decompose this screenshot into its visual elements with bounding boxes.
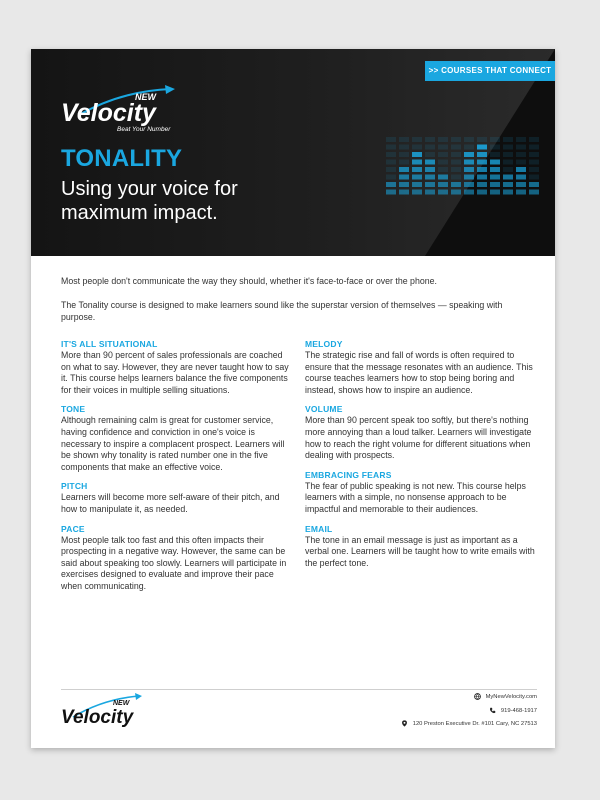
equalizer-segment — [412, 145, 422, 150]
equalizer-segment — [438, 152, 448, 157]
equalizer-segment — [386, 190, 396, 195]
equalizer-segment — [477, 167, 487, 172]
page-title: TONALITY — [61, 145, 183, 172]
equalizer-segment — [477, 182, 487, 187]
equalizer-segment — [464, 190, 474, 195]
section-heading: TONE — [61, 404, 86, 415]
equalizer-segment — [386, 152, 396, 157]
equalizer-segment — [438, 167, 448, 172]
section-heading: PITCH — [61, 481, 88, 492]
page-subtitle: Using your voice for maximum impact. — [61, 178, 238, 224]
contact-website[interactable] — [474, 693, 537, 700]
equalizer-segment — [516, 137, 526, 142]
equalizer-segment — [503, 137, 513, 142]
equalizer-segment — [399, 137, 409, 142]
equalizer-segment — [464, 145, 474, 150]
equalizer-segment — [516, 167, 526, 172]
equalizer-segment — [399, 160, 409, 165]
equalizer-segment — [516, 152, 526, 157]
website-text: MyNewVelocity.com — [485, 693, 537, 700]
equalizer-segment — [399, 145, 409, 150]
intro-paragraph-2: The Tonality course is designed to make learners sound like the superstar version of themselves — speaking with purpose. — [61, 300, 503, 322]
equalizer-segment — [477, 160, 487, 165]
equalizer-segment — [412, 182, 422, 187]
equalizer-segment — [503, 167, 513, 172]
logo-brand: Velocity — [61, 99, 156, 127]
equalizer-segment — [529, 175, 539, 180]
equalizer-segment — [412, 152, 422, 157]
section-heading: PACE — [61, 523, 85, 534]
section-heading: EMAIL — [305, 523, 333, 534]
equalizer-segment — [516, 145, 526, 150]
section-body: More than 90 percent of sales professionals are coached on what to say. However, they are never taught how to say it. This course helps learners balance the five components for their voices in multiple selling situations. — [61, 350, 289, 395]
equalizer-segment — [399, 190, 409, 195]
equalizer-segment — [490, 167, 500, 172]
section-body: Most people talk too fast and this often impacts their prospecting in a negative way. However, the same can be said about speaking too slowly. Learners will participate in exercises designed to evaluate and improve their pace when communicating. — [61, 534, 287, 591]
equalizer-segment — [529, 145, 539, 150]
equalizer-segment — [425, 152, 435, 157]
brand-logo — [61, 85, 176, 133]
equalizer-segment — [490, 160, 500, 165]
hero-banner — [31, 49, 555, 256]
equalizer-segment — [399, 182, 409, 187]
logo-arrow-icon — [165, 85, 175, 94]
equalizer-segment — [503, 152, 513, 157]
address-text: 120 Preston Executive Dr. #101 Cary, NC 27513 — [412, 720, 537, 727]
equalizer-segment — [386, 182, 396, 187]
equalizer-segment — [516, 160, 526, 165]
equalizer-segment — [425, 182, 435, 187]
equalizer-segment — [477, 152, 487, 157]
equalizer-segment — [386, 160, 396, 165]
equalizer-segment — [425, 145, 435, 150]
equalizer-segment — [386, 145, 396, 150]
equalizer-segment — [503, 145, 513, 150]
equalizer-segment — [425, 167, 435, 172]
location-pin-icon — [401, 720, 408, 727]
equalizer-segment — [464, 137, 474, 142]
equalizer-segment — [516, 182, 526, 187]
equalizer-segment — [490, 175, 500, 180]
section-heading: VOLUME — [305, 404, 343, 415]
equalizer-segment — [464, 167, 474, 172]
equalizer-segment — [503, 182, 513, 187]
section-body: The strategic rise and fall of words is often required to ensure that the message resonates with an audience. This course teaches learners how to stop being boring and instead, shows how to inspire an audience. — [305, 350, 533, 395]
courses-badge: >> COURSES THAT CONNECT — [425, 61, 555, 81]
equalizer-graphic — [386, 91, 546, 199]
equalizer-segment — [438, 160, 448, 165]
footer-logo-prefix: NEW — [113, 700, 130, 707]
equalizer-segment — [529, 160, 539, 165]
equalizer-segment — [386, 167, 396, 172]
left-column — [61, 339, 293, 601]
footer-divider — [61, 689, 537, 690]
section-body: Although remaining calm is great for customer service, having confidence and conviction in one's voice is necessary to inspire a complacent prospect. Learners will be shown why tonality is rated number one in the five components that make an effective voice. — [61, 415, 285, 472]
equalizer-segment — [386, 137, 396, 142]
logo-prefix: NEW — [135, 92, 156, 102]
intro-paragraph-1: Most people don't communicate the way they should, whether it's face-to-face or over the phone. — [61, 276, 437, 286]
equalizer-segment — [451, 175, 461, 180]
equalizer-segment — [399, 167, 409, 172]
equalizer-segment — [438, 182, 448, 187]
equalizer-segment — [412, 160, 422, 165]
equalizer-segment — [438, 190, 448, 195]
equalizer-segment — [529, 152, 539, 157]
equalizer-segment — [477, 145, 487, 150]
equalizer-segment — [412, 167, 422, 172]
equalizer-segment — [529, 190, 539, 195]
equalizer-segment — [529, 137, 539, 142]
equalizer-segment — [451, 145, 461, 150]
contact-address — [401, 720, 537, 727]
equalizer-segment — [477, 190, 487, 195]
equalizer-segment — [399, 152, 409, 157]
equalizer-segment — [490, 137, 500, 142]
equalizer-segment — [464, 182, 474, 187]
equalizer-segment — [490, 145, 500, 150]
section-body: The fear of public speaking is not new. This course helps learners with a simple, no nonsense approach to be impactful and memorable to their audiences. — [305, 480, 526, 514]
footer-logo-brand: Velocity — [61, 707, 134, 728]
phone-text: 919-468-1917 — [500, 707, 537, 714]
equalizer-segment — [438, 175, 448, 180]
section-heading: EMBRACING FEARS — [305, 469, 392, 480]
phone-icon — [489, 707, 496, 714]
equalizer-segment — [516, 175, 526, 180]
equalizer-segment — [412, 175, 422, 180]
equalizer-segment — [425, 137, 435, 142]
equalizer-segment — [464, 152, 474, 157]
section-body: More than 90 percent speak too softly, but there's nothing more annoying than a loud talker. Learners will investigate how to reach the right volume for different situations when dealing with prospects. — [305, 415, 532, 461]
equalizer-segment — [503, 190, 513, 195]
equalizer-segment — [503, 160, 513, 165]
equalizer-segment — [412, 137, 422, 142]
equalizer-segment — [451, 152, 461, 157]
equalizer-segment — [451, 190, 461, 195]
section-heading: IT'S ALL SITUATIONAL — [61, 339, 158, 349]
section-heading: MELODY — [305, 339, 343, 349]
logo-arrow-icon — [135, 693, 142, 700]
equalizer-segment — [386, 175, 396, 180]
logo-tagline: Beat Your Number — [117, 126, 171, 133]
equalizer-segment — [399, 175, 409, 180]
equalizer-segment — [464, 175, 474, 180]
equalizer-segment — [503, 175, 513, 180]
equalizer-segment — [451, 167, 461, 172]
equalizer-segment — [477, 175, 487, 180]
section-body: Learners will become more self-aware of their pitch, and how to manipulate it, as needed. — [61, 492, 280, 514]
contact-phone[interactable] — [489, 707, 537, 714]
equalizer-segment — [529, 182, 539, 187]
equalizer-segment — [490, 182, 500, 187]
equalizer-segment — [516, 190, 526, 195]
equalizer-segment — [529, 167, 539, 172]
equalizer-segment — [412, 190, 422, 195]
globe-icon — [474, 693, 481, 700]
equalizer-segment — [425, 160, 435, 165]
equalizer-segment — [451, 160, 461, 165]
equalizer-segment — [490, 152, 500, 157]
equalizer-segment — [451, 137, 461, 142]
equalizer-segment — [451, 182, 461, 187]
equalizer-segment — [438, 145, 448, 150]
equalizer-segment — [438, 137, 448, 142]
equalizer-segment — [490, 190, 500, 195]
footer-logo — [61, 693, 143, 729]
equalizer-segment — [464, 160, 474, 165]
equalizer-segment — [477, 137, 487, 142]
flyer-sheet — [31, 49, 555, 748]
section-body: The tone in an email message is just as important as a verbal one. Learners will be taught how to write emails with the perfect tone. — [305, 534, 535, 568]
equalizer-segment — [425, 190, 435, 195]
equalizer-segment — [425, 175, 435, 180]
right-column — [305, 339, 537, 577]
